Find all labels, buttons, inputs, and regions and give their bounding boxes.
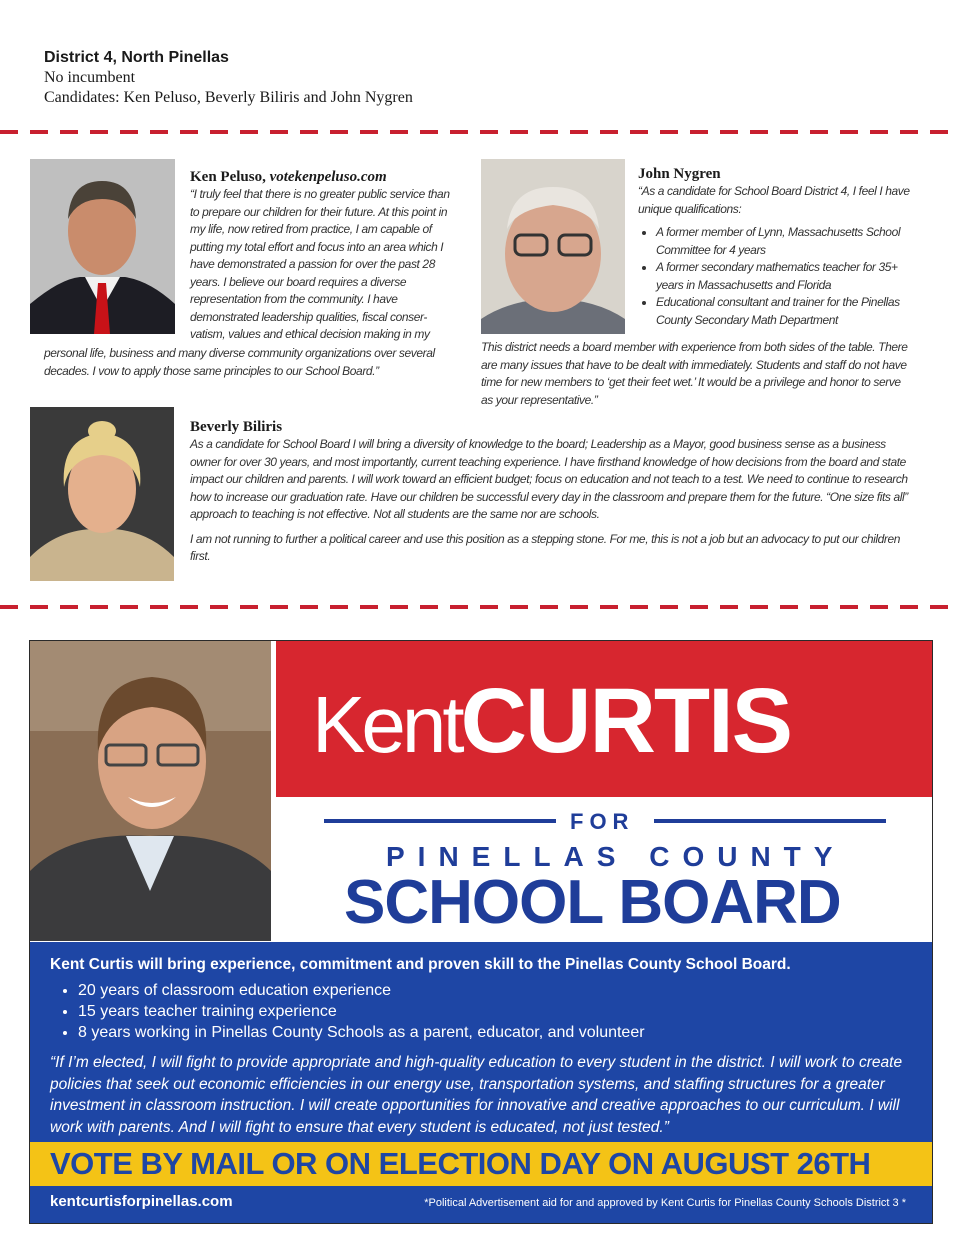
curtis-photo [30,641,271,941]
vote-message: VOTE BY MAIL OR ON ELECTION DAY ON AUGUST 26TH [50,1146,871,1181]
peluso-name: Ken Peluso, votekenpeluso.com [190,169,387,185]
last-name: CURTIS [460,670,792,772]
list-item: • A former member of Lynn, Massachusetts School Committee for 4 years [656,224,918,259]
platform-lead: Kent Curtis will bring experience, commitment and proven skill to the Pinellas County School Board. [50,956,791,973]
candidate-name [312,669,791,774]
list-item: • A former secondary mathematics teacher for 35+ years in Massachusetts and Florida [656,259,918,294]
county-label: PINELLAS COUNTY [386,841,846,872]
district-header [44,48,413,108]
divider [0,605,960,609]
divider [0,130,960,134]
peluso-website[interactable]: votekenpeluso.com [269,169,387,185]
nygren-closing: This district needs a board member with experience from both sides of the table. There are many issues that have to be dealt with immediately. Students and staff do not have time for new members to ‘get their feet wet.’ It would be a privilege and honor to serve as your representative.” [481,340,908,407]
candidate-quote: “If I’m elected, I will fight to provide appropriate and high-quality education to every student in the district. I will work to create policies that seek out economic efficiencies in our energy use, transportation systems, and staffing structures for a greater investment in classroom instruction. I will create opportunities for innovative and creative approaches to our curriculum. I will work with parents. And I will fight to ensure that every student is educated, not just tested.” [50,1054,903,1136]
biliris-profile [190,419,910,566]
list-item: • 20 years of classroom education experience [78,980,645,1001]
political-disclaimer: *Political Advertisement aid for and approved by Kent Curtis for Pinellas County Schools District 3 * [424,1197,906,1209]
candidates-list: Candidates: Ken Peluso, Beverly Biliris and John Nygren [44,89,413,106]
rule-right [654,819,886,823]
office-label: SCHOOL BOARD [344,868,841,937]
nygren-photo [481,159,625,334]
biliris-bio-closing: I am not running to further a political career and use this position as a stepping stone. For me, this is not a job but an advocacy to put our children first. [190,531,901,563]
list-item: • 15 years teacher training experience [78,1001,645,1022]
nygren-profile [638,166,918,329]
list-item: • 8 years working in Pinellas County Schools as a parent, educator, and volunteer [78,1022,645,1043]
nygren-name: John Nygren [638,166,721,182]
peluso-photo [30,159,175,334]
for-label: FOR [570,809,635,834]
campaign-website[interactable]: kentcurtisforpinellas.com [50,1193,233,1210]
biliris-name: Beverly Biliris [190,419,283,435]
kent-curtis-advertisement [29,640,933,1224]
platform-panel [30,942,932,1223]
vote-banner [30,1142,932,1186]
district-title: District 4, North Pinellas [44,49,229,66]
experience-list [50,980,645,1043]
list-item: • Educational consultant and trainer for the Pinellas County Secondary Math Department [656,294,918,329]
first-name: Kent [312,680,461,769]
peluso-bio-continued: personal life, business and many diverse community organizations over several decades. I vow to apply those same principles to our School Board.” [44,346,435,378]
rule-left [324,819,556,823]
peluso-bio: “I truly feel that there is no greater public service than to prepare our children for their future. At this point in my life, now retired from practice, I am capable of putting my total effort and focus into an area which I have demonstrated a passion for over the past 28 years. I believe our board requires a diverse representation from the community. I have demonstrated leadership qualities, fiscal conser- vatism, values and ethical decision making in my [190,187,450,341]
biliris-bio: As a candidate for School Board I will bring a diversity of knowledge to the board; Leadership as a Mayor, good business sense as a business owner for over 30 years, and most importantly, current teaching experience. I have firsthand knowledge of how decisions from the board and state impact our children and parents. I will work toward an efficient budget; focus on education and not teach to a test. We need to continue to research how to increase our graduation rate. Have our children be successful every day in the classroom and prepare them for the future. “One size fits all” approach to teaching is not effective. Not all students are the same nor are schools. [190,437,908,521]
peluso-profile [190,169,452,344]
incumbent-status: No incumbent [44,69,136,86]
biliris-photo [30,407,174,581]
nygren-qualifications [638,224,918,329]
nygren-intro: “As a candidate for School Board District 4, I feel I have unique qualifications: [638,184,910,216]
